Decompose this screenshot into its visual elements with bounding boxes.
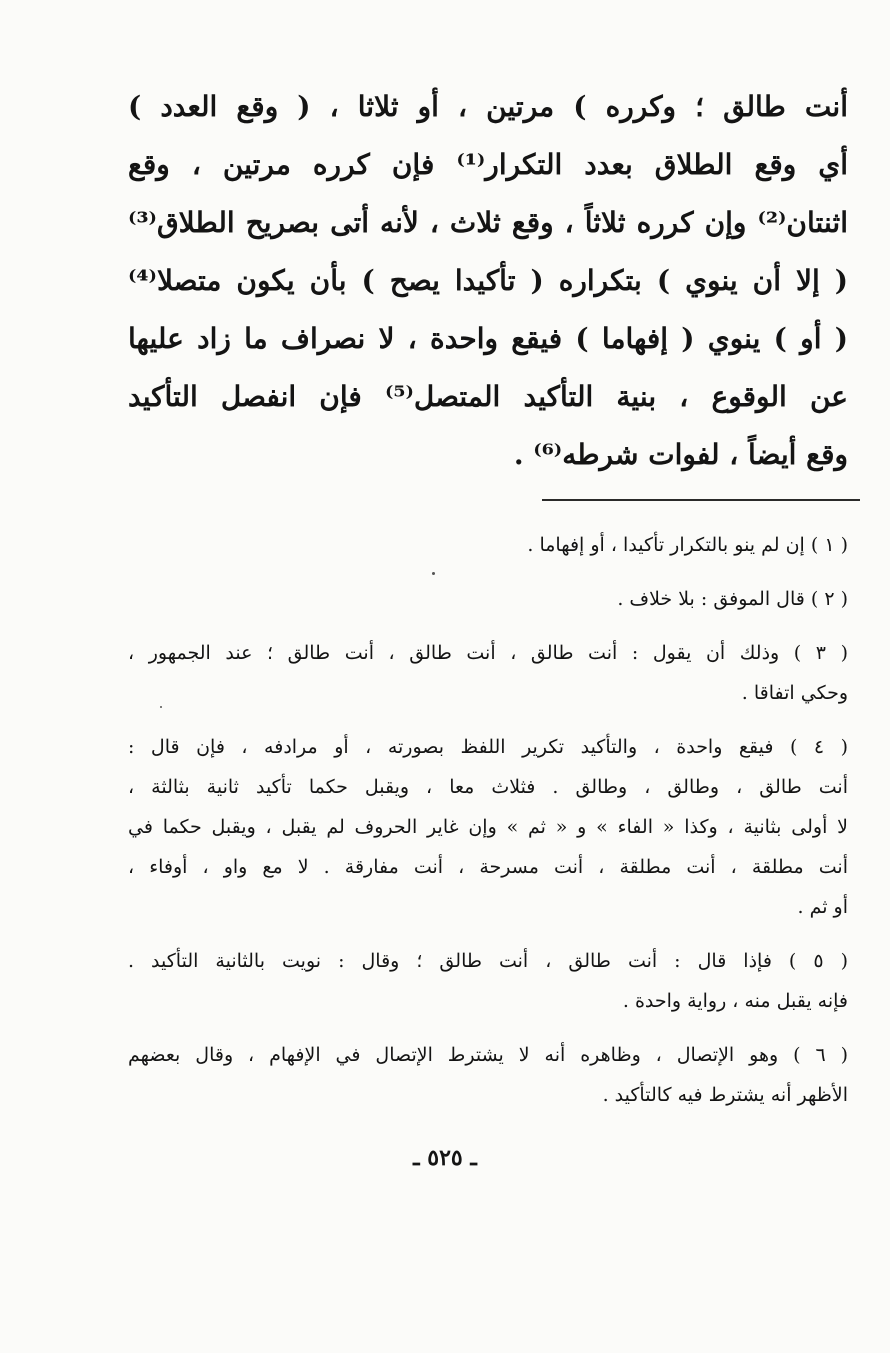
footnote-line: ( ٣ ) وذلك أن يقول : أنت طالق ، أنت طالق ، أنت طالق ؛ عند الجمهور ،: [128, 642, 848, 664]
paper-speck: [432, 572, 435, 575]
footnote-3: [128, 633, 848, 713]
main-text-line: عن الوقوع ، بنية التأكيد المتصل⁽⁵⁾ فإن انفصل التأكيد: [128, 380, 848, 413]
footnote-line: ( ٦ ) وهو الإتصال ، وظاهره أنه لا يشترط الإتصال في الإفهام ، وقال بعضهم: [128, 1044, 848, 1066]
paper-speck: [160, 706, 162, 708]
footnote-line: فإنه يقبل منه ، رواية واحدة .: [622, 990, 848, 1012]
page-number: ـ ٥٢٥ ـ: [413, 1145, 477, 1171]
footnote-4: [128, 727, 848, 927]
footnote-line: ( ١ ) إن لم ينو بالتكرار تأكيدا ، أو إفهاما .: [527, 534, 848, 556]
footnotes-block: [128, 525, 848, 1129]
footnote-5: [128, 941, 848, 1021]
footnote-line: وحكي اتفاقا .: [741, 682, 848, 704]
footnote-line: أنت طالق ، وطالق ، وطالق . فثلاث معا ، ويقبل حكما تأكيد ثانية بثالثة ،: [128, 776, 848, 798]
main-text-line: ( أو ) ينوي ( إفهاما ) فيقع واحدة ، لا نصراف ما زاد عليها: [128, 322, 848, 355]
main-text-line: أنت طالق ؛ وكرره ) مرتين ، أو ثلاثا ، ( وقع العدد ): [128, 90, 848, 123]
main-text-line: اثنتان⁽²⁾ وإن كرره ثلاثاً ، وقع ثلاث ، لأنه أتى بصريح الطلاق⁽³⁾: [128, 206, 848, 239]
footnote-6: [128, 1035, 848, 1115]
footnote-1: [128, 525, 848, 565]
footnote-line: أنت مطلقة ، أنت مطلقة ، أنت مسرحة ، أنت مفارقة . لا مع واو ، أوفاء ،: [128, 856, 848, 878]
main-text-line: وقع أيضاً ، لفوات شرطه⁽⁶⁾ .: [513, 438, 848, 471]
footnote-line: ( ٢ ) قال الموفق : بلا خلاف .: [617, 588, 848, 610]
main-text-line: ( إلا أن ينوي ) بتكراره ( تأكيدا يصح ) بأن يكون متصلا⁽⁴⁾: [128, 264, 848, 297]
footnote-line: ( ٤ ) فيقع واحدة ، والتأكيد تكرير اللفظ بصورته ، أو مرادفه ، فإن قال :: [128, 736, 848, 758]
footnote-2: [128, 579, 848, 619]
footnote-line: أو ثم .: [797, 896, 848, 918]
footnote-line: لا أولى بثانية ، وكذا « الفاء » و « ثم » وإن غاير الحروف لم يقبل ، ويقبل حكما في: [128, 816, 848, 838]
footnote-line: ( ٥ ) فإذا قال : أنت طالق ، أنت طالق ؛ وقال : نويت بالثانية التأكيد .: [128, 950, 848, 972]
main-text-line: أي وقع الطلاق بعدد التكرار⁽¹⁾ فإن كرره مرتين ، وقع: [128, 148, 848, 181]
footnote-separator: [542, 499, 860, 501]
main-text-block: [128, 78, 848, 484]
footnote-line: الأظهر أنه يشترط فيه كالتأكيد .: [602, 1084, 848, 1106]
